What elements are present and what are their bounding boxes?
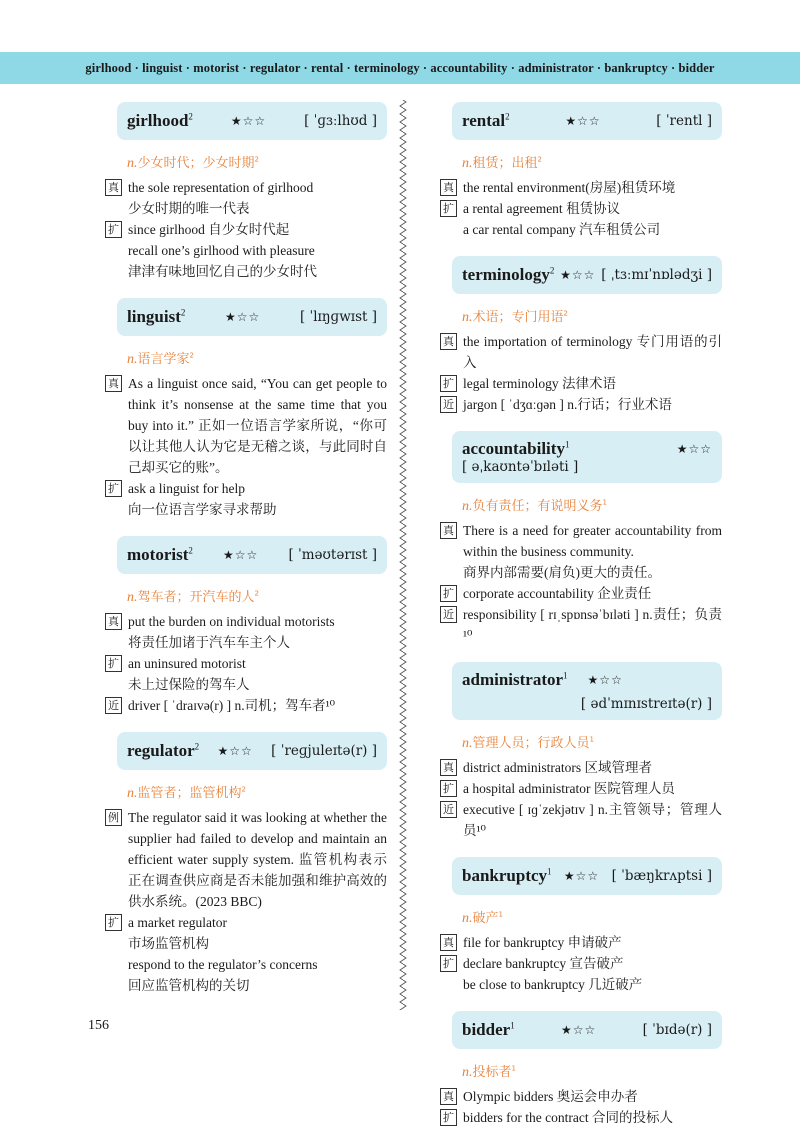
- example-text: file for bankruptcy 申请破产: [463, 935, 622, 950]
- frequency-number: 1: [563, 670, 568, 681]
- example-text: ask a linguist for help: [128, 481, 245, 496]
- example-text: jargon [ ˈdʒɑːɡən ] n.行话；行业术语: [463, 397, 672, 412]
- indent: [105, 261, 128, 282]
- headword: [462, 1020, 515, 1040]
- frequency-number: 1: [564, 439, 570, 450]
- running-header: [0, 52, 800, 84]
- definition: [462, 152, 722, 172]
- example-text: be close to bankruptcy 几近破产: [463, 977, 643, 992]
- frequency-number: 2: [505, 111, 510, 122]
- example-line: [105, 198, 387, 219]
- definition-text: 监管者；监管机构: [137, 786, 242, 801]
- definition: [462, 732, 722, 752]
- headword-box: [117, 102, 387, 140]
- frequency-number: 2: [188, 545, 193, 556]
- frequency-number: 1: [547, 866, 552, 877]
- example-text: district administrators 区域管理者: [463, 760, 652, 775]
- example-tag: 真: [440, 759, 457, 776]
- entry-terminology: [440, 256, 722, 415]
- indent: [105, 240, 128, 261]
- example-line: [105, 632, 387, 653]
- headword-text: girlhood: [127, 111, 189, 130]
- star-rating: ★☆☆: [563, 869, 600, 883]
- example-line: [440, 373, 722, 394]
- example-text: There is a need for greater accountability from within the business community.: [463, 523, 722, 559]
- definition-text: 术语；专门用语: [472, 310, 564, 325]
- entry-girlhood: [105, 102, 387, 282]
- definition-frequency: 1: [589, 735, 594, 744]
- definition: [462, 1061, 722, 1081]
- indent: [105, 499, 128, 520]
- example-text: 向一位语言学家寻求帮助: [128, 502, 277, 517]
- example-text: responsibility [ rɪˌspɒnsəˈbɪləti ] n.责任；负责¹⁰: [463, 607, 722, 643]
- example-text: the rental environment(房屋)租赁环境: [463, 180, 676, 195]
- headword: [462, 439, 569, 459]
- definition-text: 语言学家: [137, 352, 190, 367]
- example-tag: 扩: [105, 221, 122, 238]
- example-tag: 近: [440, 396, 457, 413]
- headword-box: [452, 102, 722, 140]
- example-text: a hospital administrator 医院管理人员: [463, 781, 675, 796]
- example-line: [440, 1107, 722, 1128]
- definition-frequency: 2: [254, 589, 259, 598]
- example-tag: 近: [440, 801, 457, 818]
- headword: [462, 111, 510, 131]
- example-tag: 真: [105, 179, 122, 196]
- headword-text: regulator: [127, 741, 195, 760]
- indent: [105, 933, 128, 954]
- part-of-speech: n.: [462, 310, 473, 325]
- headword-box: [452, 431, 722, 483]
- example-tag: 扩: [440, 200, 457, 217]
- example-text: a car rental company 汽车租赁公司: [463, 222, 661, 237]
- headword-box: [117, 298, 387, 336]
- example-text: driver [ ˈdraɪvə(r) ] n.司机；驾车者¹⁰: [128, 698, 336, 713]
- indent: [105, 632, 128, 653]
- example-tag: 真: [440, 333, 457, 350]
- headword-row: [462, 670, 623, 690]
- phonetic: [ ˈlɪŋɡwɪst ]: [299, 309, 377, 325]
- example-text: respond to the regulator’s concerns: [128, 957, 318, 972]
- example-text: 回应监管机构的关切: [128, 978, 250, 993]
- headword-box: [452, 662, 722, 720]
- star-rating: ★☆☆: [225, 310, 261, 324]
- part-of-speech: n.: [462, 736, 473, 751]
- indent: [440, 219, 463, 240]
- example-tag: 近: [105, 697, 122, 714]
- example-text: As a linguist once said, “You can get people to think it’s nonsense at the same time that you buy into it.” 正如一位语言学家所说，“你可以让其他人认为它是无稽之谈，与此同时自己却买它的账”。: [128, 376, 387, 475]
- example-line: [440, 219, 722, 240]
- example-line: [440, 1086, 722, 1107]
- phonetic: [ ˈɡɜːlhʊd ]: [304, 113, 377, 129]
- example-text: legal terminology 法律术语: [463, 376, 616, 391]
- definition: [462, 907, 722, 927]
- example-line: [105, 219, 387, 240]
- frequency-number: 2: [194, 741, 200, 752]
- example-text: 市场监管机构: [128, 936, 209, 951]
- example-text: Olympic bidders 奥运会申办者: [463, 1089, 638, 1104]
- headword: [462, 670, 568, 690]
- example-text: 未上过保险的驾车人: [128, 677, 250, 692]
- example-tag: 近: [440, 606, 457, 623]
- definition: [127, 586, 387, 606]
- definition-frequency: 2: [563, 309, 568, 318]
- phonetic: [ ˈreɡjuleɪtə(r) ]: [271, 743, 377, 759]
- definition-frequency: 2: [254, 155, 259, 164]
- entry-administrator: [440, 662, 722, 841]
- indent: [440, 562, 463, 583]
- definition-text: 租赁；出租: [472, 156, 538, 171]
- headword-text: motorist: [127, 545, 189, 564]
- definition-frequency: 2: [189, 351, 194, 360]
- example-text: executive [ ɪɡˈzekjətɪv ] n.主管领导；管理人员¹⁰: [463, 802, 722, 838]
- right-column: [440, 102, 722, 1144]
- example-line: [105, 499, 387, 520]
- star-rating: ★☆☆: [217, 744, 253, 758]
- example-line: [105, 674, 387, 695]
- example-line: [440, 562, 722, 583]
- column-divider: [398, 100, 408, 1010]
- headword-text: terminology: [462, 265, 550, 284]
- entry-motorist: [105, 536, 387, 716]
- example-text: The regulator said it was looking at whether the supplier had failed to develop and maintain an efficient water supply system. 监管机构表示正在调查供应商是否未能加强和维护高效的供水系统。(2023 BBC): [128, 810, 387, 909]
- definition-text: 负有责任；有说明义务: [472, 499, 603, 514]
- example-line: [105, 478, 387, 499]
- headword: [127, 741, 199, 761]
- definition-frequency: 1: [498, 910, 503, 919]
- example-text: 商界内部需要(肩负)更大的责任。: [463, 565, 661, 580]
- definition: [127, 348, 387, 368]
- part-of-speech: n.: [127, 786, 138, 801]
- header-title: girlhood · linguist · motorist · regulator · rental · terminology · accountability · administrator · bankruptcy · bidder: [85, 60, 715, 75]
- example-text: since girlhood 自少女时代起: [128, 222, 290, 237]
- example-tag: 例: [105, 809, 122, 826]
- star-rating: ★☆☆: [223, 548, 259, 562]
- example-tag: 扩: [440, 375, 457, 392]
- example-tag: 真: [105, 375, 122, 392]
- headword-text: bankruptcy: [462, 866, 548, 885]
- headword-box: [452, 256, 722, 294]
- example-line: [105, 807, 387, 912]
- headword: [462, 866, 552, 886]
- star-rating: ★☆☆: [230, 114, 267, 128]
- example-line: [440, 799, 722, 841]
- headword: [462, 265, 554, 285]
- example-text: a market regulator: [128, 915, 227, 930]
- definition-frequency: 2: [537, 155, 542, 164]
- example-text: an uninsured motorist: [128, 656, 246, 671]
- definition: [127, 152, 387, 172]
- left-column: [105, 102, 387, 1012]
- example-tag: 真: [440, 522, 457, 539]
- example-text: corporate accountability 企业责任: [463, 586, 652, 601]
- frequency-number: 2: [180, 307, 186, 318]
- headword: [127, 545, 193, 565]
- definition-text: 驾车者；开汽车的人: [137, 590, 255, 605]
- example-line: [105, 975, 387, 996]
- example-tag: 扩: [440, 585, 457, 602]
- example-text: 将责任加诸于汽车车主个人: [128, 635, 290, 650]
- example-line: [440, 932, 722, 953]
- part-of-speech: n.: [127, 352, 138, 367]
- phonetic: [ əˌkaʊntəˈbɪləti ]: [462, 459, 579, 475]
- example-tag: 扩: [440, 1109, 457, 1126]
- example-line: [440, 953, 722, 974]
- headword-text: accountability: [462, 439, 565, 458]
- example-text: 津津有味地回忆自己的少女时代: [128, 264, 317, 279]
- indent: [105, 198, 128, 219]
- example-line: [440, 394, 722, 415]
- entry-bidder: [440, 1011, 722, 1128]
- example-line: [440, 177, 722, 198]
- phonetic: [ ˈməʊtərɪst ]: [288, 547, 377, 563]
- indent: [105, 674, 128, 695]
- frequency-number: 1: [510, 1020, 515, 1031]
- phonetic: [ ədˈmɪnɪstreɪtə(r) ]: [580, 696, 712, 712]
- definition-text: 管理人员；行政人员: [472, 736, 590, 751]
- example-text: 少女时期的唯一代表: [128, 201, 250, 216]
- entry-linguist: [105, 298, 387, 520]
- headword-box: [452, 1011, 722, 1049]
- star-rating: ★☆☆: [561, 1023, 597, 1037]
- definition-text: 投标者: [472, 1065, 512, 1080]
- frequency-number: 2: [188, 111, 193, 122]
- example-line: [440, 583, 722, 604]
- example-tag: 扩: [440, 955, 457, 972]
- example-line: [105, 240, 387, 261]
- indent: [105, 975, 128, 996]
- example-tag: 真: [440, 179, 457, 196]
- example-tag: 扩: [105, 914, 122, 931]
- star-rating: ★☆☆: [676, 442, 712, 456]
- definition: [462, 495, 722, 515]
- part-of-speech: n.: [462, 499, 473, 514]
- example-text: bidders for the contract 合同的投标人: [463, 1110, 673, 1125]
- part-of-speech: n.: [462, 911, 473, 926]
- example-line: [440, 604, 722, 646]
- example-line: [105, 954, 387, 975]
- headword: [127, 111, 193, 131]
- star-rating: ★☆☆: [560, 268, 596, 282]
- entry-regulator: [105, 732, 387, 996]
- definition-text: 破产: [472, 911, 499, 926]
- definition-frequency: 1: [602, 498, 607, 507]
- example-tag: 扩: [105, 480, 122, 497]
- star-rating: ★☆☆: [587, 673, 623, 687]
- example-line: [105, 177, 387, 198]
- example-line: [105, 933, 387, 954]
- entry-accountability: [440, 431, 722, 646]
- example-tag: 扩: [105, 655, 122, 672]
- example-tag: 真: [105, 613, 122, 630]
- headword-box: [117, 732, 387, 770]
- example-line: [440, 520, 722, 562]
- headword-text: bidder: [462, 1020, 511, 1039]
- definition: [462, 306, 722, 326]
- example-line: [440, 757, 722, 778]
- definition-frequency: 1: [511, 1064, 516, 1073]
- example-line: [105, 611, 387, 632]
- definition-text: 少女时代；少女时期: [137, 156, 255, 171]
- phonetic: [ ˈbæŋkrʌptsi ]: [611, 868, 712, 884]
- example-text: recall one’s girlhood with pleasure: [128, 243, 315, 258]
- example-text: the sole representation of girlhood: [128, 180, 314, 195]
- definition: [127, 782, 387, 802]
- phonetic: [ ˈrentl ]: [656, 113, 712, 129]
- indent: [440, 974, 463, 995]
- headword-text: administrator: [462, 670, 564, 689]
- indent: [105, 954, 128, 975]
- example-text: a rental agreement 租赁协议: [463, 201, 621, 216]
- part-of-speech: n.: [127, 156, 138, 171]
- example-text: declare bankruptcy 宣告破产: [463, 956, 624, 971]
- headword-text: rental: [462, 111, 506, 130]
- headword: [127, 307, 185, 327]
- headword-box: [117, 536, 387, 574]
- definition-frequency: 2: [241, 785, 246, 794]
- phonetic: [ ˌtɜːmɪˈnɒlədʒi ]: [601, 267, 712, 283]
- example-tag: 真: [440, 934, 457, 951]
- example-text: the importation of terminology 专门用语的引入: [463, 334, 722, 370]
- part-of-speech: n.: [462, 1065, 473, 1080]
- example-line: [105, 695, 387, 716]
- example-line: [440, 198, 722, 219]
- example-line: [105, 373, 387, 478]
- example-line: [105, 912, 387, 933]
- entry-bankruptcy: [440, 857, 722, 995]
- part-of-speech: n.: [462, 156, 473, 171]
- example-line: [440, 974, 722, 995]
- headword-box: [452, 857, 722, 895]
- example-line: [105, 261, 387, 282]
- example-line: [440, 778, 722, 799]
- phonetic: [ ˈbɪdə(r) ]: [642, 1022, 712, 1038]
- example-tag: 真: [440, 1088, 457, 1105]
- entry-rental: [440, 102, 722, 240]
- headword-text: linguist: [127, 307, 181, 326]
- part-of-speech: n.: [127, 590, 138, 605]
- example-line: [105, 653, 387, 674]
- example-text: put the burden on individual motorists: [128, 614, 335, 629]
- example-line: [440, 331, 722, 373]
- example-tag: 扩: [440, 780, 457, 797]
- page-number: 156: [88, 1018, 109, 1033]
- star-rating: ★☆☆: [565, 114, 601, 128]
- frequency-number: 2: [549, 265, 555, 276]
